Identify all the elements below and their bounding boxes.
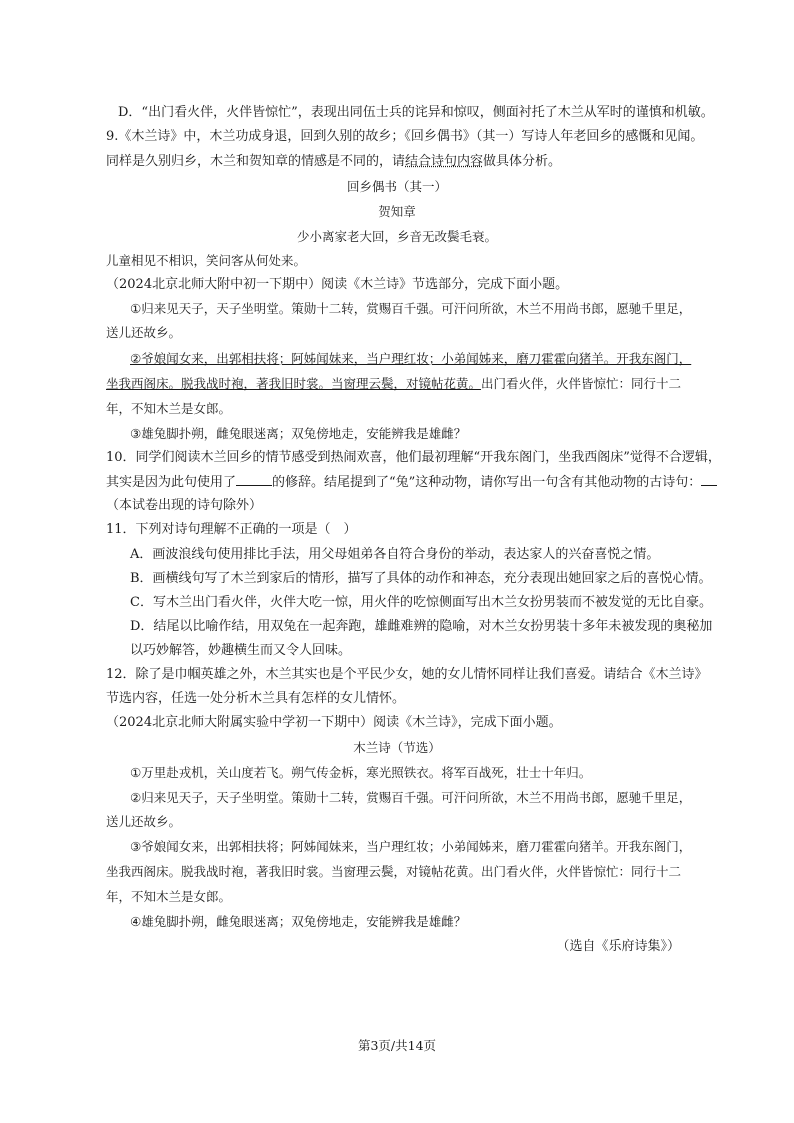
q9-emphasis: 结合诗句内容 (405, 154, 484, 169)
q10-text-b: 的修辞。结尾提到了“兔”这种动物，请你写出一句含有其他动物的古诗句： (272, 475, 702, 490)
q11-option-d-line2: 以巧妙解答，妙趣横生而又令人回味。 (130, 643, 352, 658)
passage-p3: ③雄兔脚扑朔，雌兔眼迷离；双兔傍地走，安能辨我是雄雌？ (130, 426, 467, 441)
q11-option-a: A．画波浪线句使用排比手法，用父母姐弟各自符合身份的举动，表达家人的兴奋喜悦之情。 (130, 547, 660, 562)
passage-p1-line2: 送儿还故乡。 (106, 325, 182, 340)
passage-p2-line2 (106, 375, 681, 393)
passage-p2-line3: 年，不知木兰是女郎。 (106, 401, 232, 416)
question-11: 11．下列对诗句理解不正确的一项是（ ） (106, 522, 357, 537)
q11-option-c: C．写木兰出门看火伴，火伴大吃一惊，用火伴的吃惊侧面写出木兰女扮男装而不被发觉的无比自豪。 (130, 595, 712, 610)
q11-option-b: B．画横线句写了木兰到家后的情形，描写了具体的动作和神态，充分表现出她回家之后的喜悦心情。 (130, 571, 712, 586)
question-10-line3: （本试卷出现的诗句除外） (106, 498, 263, 513)
question-9-line1: 9.《木兰诗》中，木兰功成身退，回到久别的故乡；《回乡偶书》（其一）写诗人年老回乡的感慨和见闻。 (106, 129, 704, 144)
poem1-line2: 儿童相见不相识，笑问客从何处来。 (106, 253, 307, 268)
section2-intro: （2024北京北师大附中初一下期中）阅读《木兰诗》节选部分，完成下面小题。 (106, 277, 569, 292)
poem2-source: （选自《乐府诗集》） (556, 939, 680, 954)
poem2-s4: ④雄兔脚扑朔，雌兔眼迷离；双兔傍地走，安能辨我是雄雌？ (130, 914, 467, 929)
question-9-line2 (106, 153, 561, 171)
question-10-line1: 10．同学们阅读木兰回乡的情节感受到热闹欢喜，他们最初理解“开我东阁门，坐我西阁床”觉得不合逻辑， (106, 450, 721, 465)
poem1-line1: 少小离家老大回，乡音无改鬓毛衰。 (296, 229, 497, 244)
q9-text-a: 同样是久别归乡，木兰和贺知章的情感是不同的，请 (106, 154, 406, 169)
q9-text-c: 做具体分析。 (483, 154, 562, 169)
question-10-line2 (106, 473, 717, 492)
poem2-s2-line2: 送儿还故乡。 (106, 814, 182, 829)
section3-intro: （2024北京北师大附属实验中学初一下期中）阅读《木兰诗》，完成下面小题。 (106, 715, 562, 730)
poem2-s3-line1: ③爷娘闻女来，出郭相扶将；阿姊闻妹来，当户理红妆；小弟闻姊来，磨刀霍霍向猪羊。开我东阁门， (130, 839, 692, 854)
p2-underlined: 坐我西阁床。脱我战时袍，著我旧时裳。当窗理云鬓，对镜帖花黄。 (106, 376, 482, 391)
q11-option-d-line1: D．结尾以比喻作结，用双兔在一起奔跑，雄雌难辨的隐喻，对木兰女扮男装十多年未被发现的奥秘加 (130, 619, 713, 634)
option-d-line: D．“出门看火伴，火伴皆惊忙”，表现出同伍士兵的诧异和惊叹，侧面衬托了木兰从军时的谨慎和机敏。 (118, 105, 714, 120)
question-12-line1: 12．除了是巾帼英雄之外，木兰其实也是个平民少女，她的女儿情怀同样让我们喜爱。请结合《木兰诗》 (106, 667, 708, 682)
q10-blank-1[interactable] (236, 473, 272, 486)
poem1-author: 贺知章 (378, 204, 416, 219)
question-12-line2: 节选内容，任选一处分析木兰具有怎样的女儿情怀。 (106, 691, 406, 706)
poem1-title: 回乡偶书（其一） (346, 179, 447, 194)
q10-blank-2[interactable] (701, 473, 717, 486)
poem2-s3-line3: 年，不知木兰是女郎。 (106, 889, 232, 904)
page-footer: 第3页/共14页 (357, 1038, 437, 1053)
q10-text-a: 其实是因为此句使用了 (106, 475, 237, 490)
poem2-title: 木兰诗（节选） (353, 740, 441, 755)
poem2-s2-line1: ②归来见天子，天子坐明堂。策勋十二转，赏赐百千强。可汗问所欲，木兰不用尚书郎，愿驰千里足， (130, 790, 692, 805)
p2-rest: 出门看火伴，火伴皆惊忙：同行十二 (481, 376, 682, 391)
poem2-s3-line2: 坐我西阁床。脱我战时袍，著我旧时裳。当窗理云鬓，对镜帖花黄。出门看火伴，火伴皆惊忙：同行十二 (106, 864, 682, 879)
poem2-s1: ①万里赴戎机，关山度若飞。朔气传金柝，寒光照铁衣。将军百战死，壮士十年归。 (130, 765, 592, 780)
passage-p1-line1: ①归来见天子，天子坐明堂。策勋十二转，赏赐百千强。可汗问所欲，木兰不用尚书郎，愿驰千里足， (130, 301, 692, 316)
passage-p2-line1: ②爷娘闻女来，出郭相扶将；阿姊闻妹来，当户理红妆；小弟闻姊来，磨刀霍霍向猪羊。开我东阁门， (130, 351, 692, 366)
